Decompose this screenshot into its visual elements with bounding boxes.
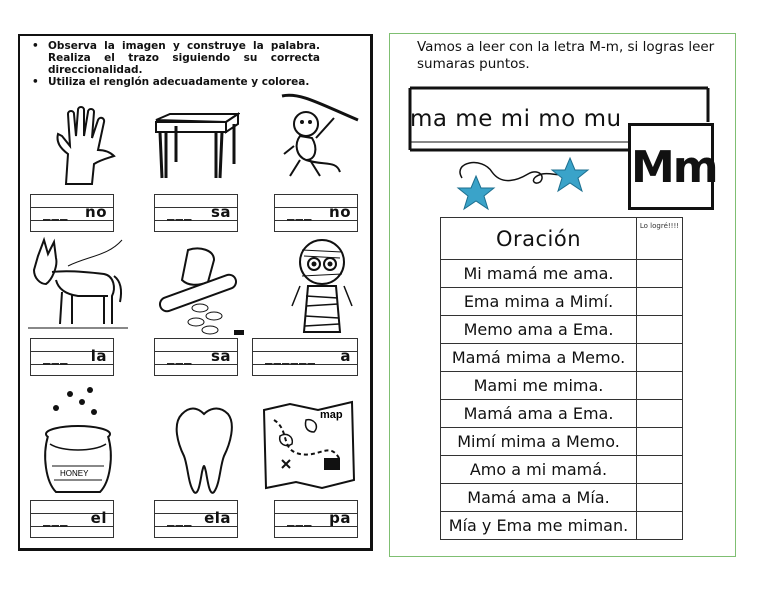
sentence-table bbox=[440, 217, 683, 540]
instruction-1: Observa la imagen y construye la palabra. Realiza el trazo siguiendo su correcta direccionalidad. bbox=[48, 40, 320, 76]
answer-box[interactable] bbox=[30, 338, 114, 376]
hand-picture bbox=[48, 106, 118, 186]
letter-box bbox=[628, 123, 717, 210]
sentence: Memo ama a Ema. bbox=[441, 316, 637, 344]
answer-box[interactable] bbox=[274, 500, 358, 538]
answer-box[interactable] bbox=[154, 194, 238, 232]
check-cell[interactable] bbox=[637, 316, 683, 344]
check-cell[interactable] bbox=[637, 484, 683, 512]
rolling-pin-picture bbox=[148, 246, 248, 336]
sentence: Mimí mima a Memo. bbox=[441, 428, 637, 456]
syllable: la bbox=[90, 347, 107, 365]
table-picture bbox=[150, 112, 240, 184]
sentence: Amo a mi mamá. bbox=[441, 456, 637, 484]
map-label: map bbox=[320, 409, 343, 421]
check-cell[interactable] bbox=[637, 288, 683, 316]
syllable: sa bbox=[210, 347, 231, 365]
syllable: el bbox=[90, 509, 107, 527]
check-cell[interactable] bbox=[637, 260, 683, 288]
blank: ___ bbox=[287, 509, 313, 527]
reading-prompt: Vamos a leer con la letra M-m, si logras leer sumaras puntos. bbox=[417, 39, 715, 72]
monkey-picture bbox=[280, 90, 360, 182]
syllable: a bbox=[340, 347, 351, 365]
blank: ___ bbox=[167, 347, 193, 365]
answer-box[interactable] bbox=[30, 500, 114, 538]
honey-pot-picture bbox=[42, 386, 114, 498]
table-row bbox=[441, 456, 683, 484]
honey-label: HONEY bbox=[60, 469, 89, 478]
blank: ___ bbox=[167, 509, 193, 527]
syllables: ma me mi mo mu bbox=[410, 106, 622, 132]
sentence: Mamá ama a Mía. bbox=[441, 484, 637, 512]
syllable: no bbox=[85, 203, 107, 221]
table-header-sentence: Oración bbox=[441, 218, 637, 260]
syllable: sa bbox=[210, 203, 231, 221]
bullet: • bbox=[32, 40, 39, 52]
blank: ___ bbox=[43, 509, 69, 527]
instruction-2: Utiliza el renglón adecuadamente y colorea. bbox=[48, 76, 310, 88]
letter: Mm bbox=[631, 142, 717, 193]
blank: ___ bbox=[167, 203, 193, 221]
check-cell[interactable] bbox=[637, 456, 683, 484]
check-cell[interactable] bbox=[637, 344, 683, 372]
table-row bbox=[441, 400, 683, 428]
syllable: pa bbox=[329, 509, 351, 527]
blank: ___ bbox=[43, 203, 69, 221]
answer-box[interactable] bbox=[154, 500, 238, 538]
worksheet-panel bbox=[18, 34, 373, 551]
table-row bbox=[441, 316, 683, 344]
check-cell[interactable] bbox=[637, 400, 683, 428]
table-row bbox=[441, 512, 683, 540]
tooth-picture bbox=[174, 404, 234, 496]
donkey-picture bbox=[28, 236, 128, 332]
table-row bbox=[441, 260, 683, 288]
answer-box[interactable] bbox=[252, 338, 358, 376]
syllable: no bbox=[329, 203, 351, 221]
mummy-picture bbox=[290, 236, 354, 336]
bullet: • bbox=[32, 76, 39, 88]
table-row bbox=[441, 288, 683, 316]
check-cell[interactable] bbox=[637, 512, 683, 540]
answer-box[interactable] bbox=[274, 194, 358, 232]
syllable: ela bbox=[204, 509, 231, 527]
sentence: Mamá mima a Memo. bbox=[441, 344, 637, 372]
blank: ______ bbox=[265, 347, 316, 365]
sentence: Mi mamá me ama. bbox=[441, 260, 637, 288]
instructions bbox=[30, 40, 320, 88]
star-icon bbox=[458, 176, 494, 209]
blank: ___ bbox=[43, 347, 69, 365]
sentence: Ema mima a Mimí. bbox=[441, 288, 637, 316]
answer-box[interactable] bbox=[30, 194, 114, 232]
sentence: Mía y Ema me miman. bbox=[441, 512, 637, 540]
star-icon bbox=[552, 158, 588, 191]
table-row bbox=[441, 428, 683, 456]
table-header-row bbox=[441, 218, 683, 260]
stars-decoration bbox=[452, 152, 592, 214]
check-cell[interactable] bbox=[637, 372, 683, 400]
reading-panel bbox=[389, 33, 736, 557]
sentence: Mamá ama a Ema. bbox=[441, 400, 637, 428]
check-cell[interactable] bbox=[637, 428, 683, 456]
sentence: Mami me mima. bbox=[441, 372, 637, 400]
table-row bbox=[441, 344, 683, 372]
table-row bbox=[441, 484, 683, 512]
treasure-map-picture bbox=[260, 400, 358, 490]
answer-box[interactable] bbox=[154, 338, 238, 376]
table-row bbox=[441, 372, 683, 400]
table-header-check: Lo logré!!!! bbox=[637, 218, 683, 260]
blank: ___ bbox=[287, 203, 313, 221]
